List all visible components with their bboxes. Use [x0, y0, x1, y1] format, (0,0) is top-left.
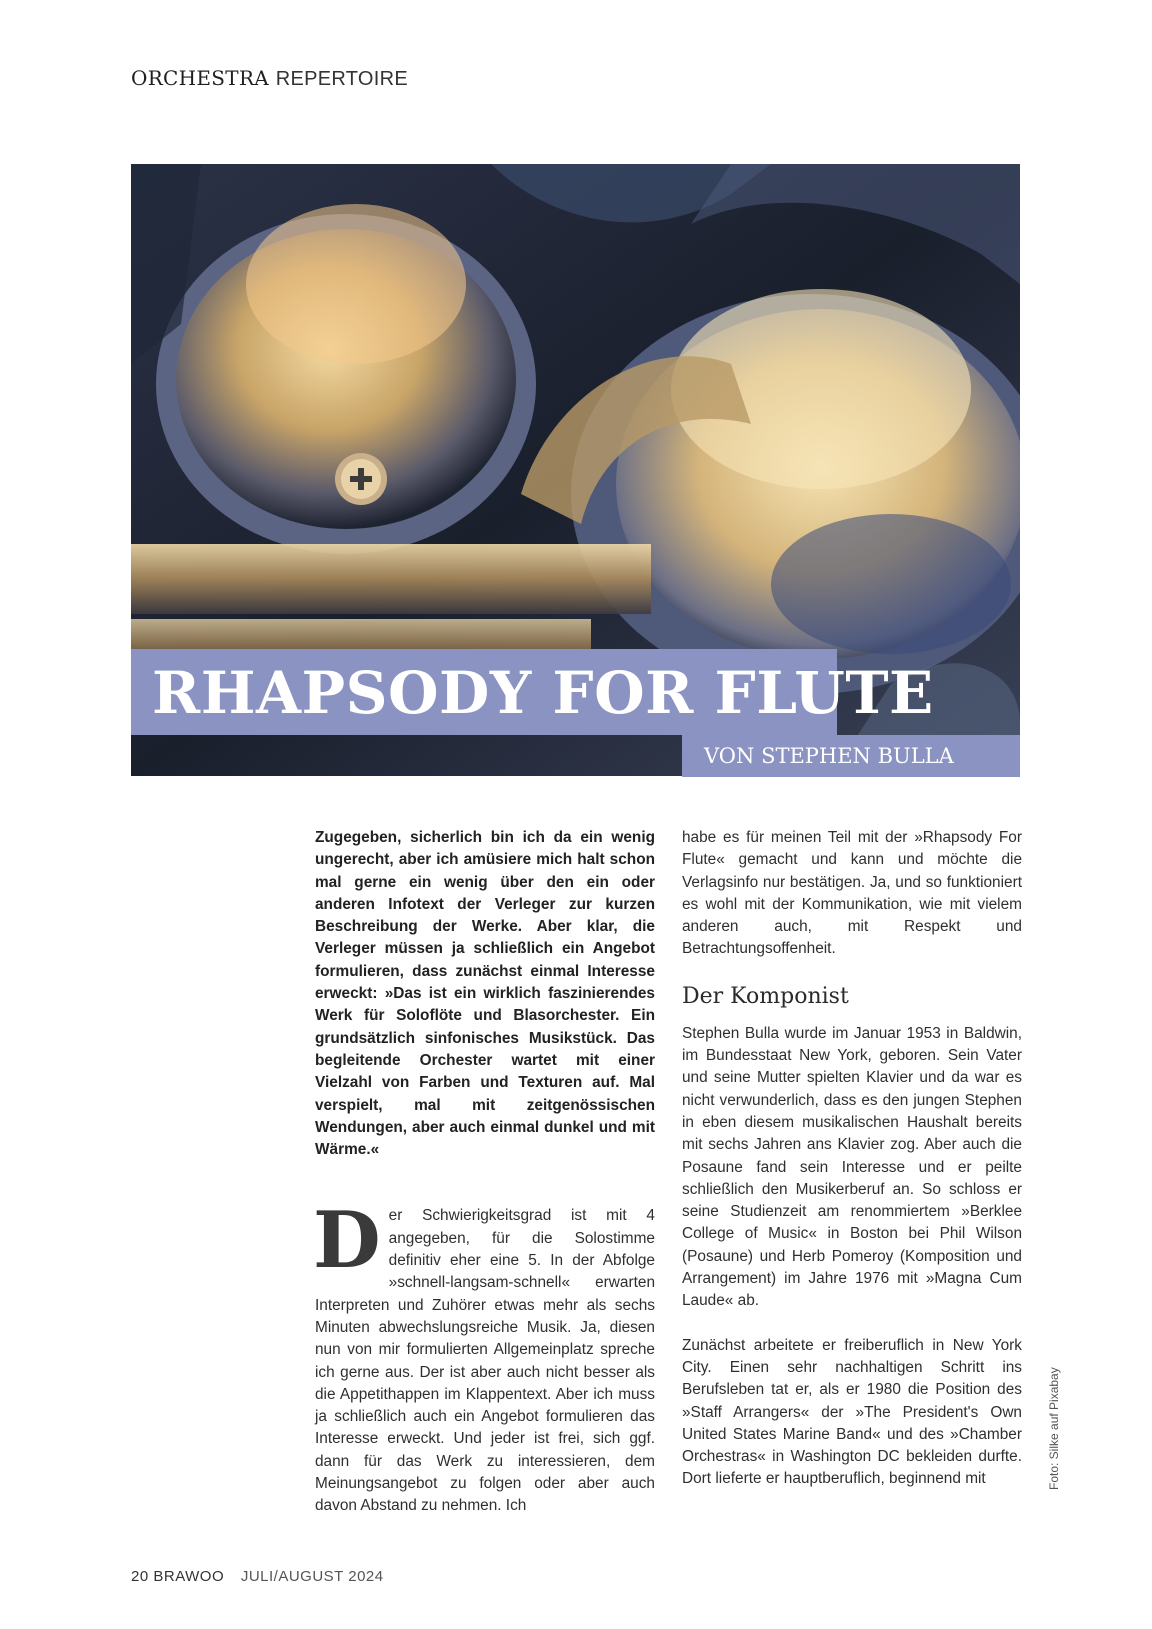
body-paragraph-1-continued: habe es für meinen Teil mit der »Rhapsody For Flute« gemacht und kann und möchte die Verlagsinfo nur bestätigen. Ja, und so funktioniert es wohl mit der Kommunikation, wie mit vielem anderen auch, mit Respekt und Betrachtungsoffenheit.	[682, 829, 1022, 958]
article-author: VON STEPHEN BULLA	[704, 744, 954, 768]
article-title: RHAPSODY FOR FLUTE	[152, 659, 934, 727]
page-number: 20	[131, 1568, 149, 1585]
drop-cap: D	[313, 1195, 381, 1287]
intro-paragraph: Zugegeben, sicherlich bin ich da ein wenig ungerecht, aber ich amüsiere mich halt schon mal gerne ein wenig über den ein oder anderen Infotext der Verleger zur kurzen Beschreibung der Werke. Aber klar, die Verleger müssen ja schließlich ein Angebot formulieren, dass zunächst einmal Interesse erweckt: »Das ist ein wirklich faszinierendes Werk für Soloflöte und Blasorchester. Ein grundsätzlich sinfonisches Musikstück. Das begleitende Orchester wartet mit einer Vielzahl von Farben und Texturen auf. Mal verspielt, mal mit zeitgenössischen Wendungen, aber auch einmal dunkel und mit Wärme.«	[315, 829, 655, 1159]
issue-date: JULI/AUGUST 2024	[240, 1568, 384, 1585]
photo-credit: Foto: Silke auf Pixabay	[1047, 1367, 1061, 1490]
column-left	[315, 827, 655, 1518]
column-right	[682, 827, 1022, 1491]
magazine-name: BRAWOO	[153, 1568, 225, 1585]
section-label-rest: REPERTOIRE	[275, 68, 409, 90]
section-label	[131, 66, 408, 91]
section-label-bold: ORCHESTRA	[131, 66, 270, 90]
body-paragraph-3: Zunächst arbeitete er freiberuflich in New York City. Einen sehr nachhaltigen Schritt ins Berufsleben tat er, als er 1980 die Position des »Staff Arrangers« der »The President's Own United States Marine Band« und des »Chamber Orchestras« in Washington DC bekleiden durfte. Dort lieferte er hauptberuflich, beginnend mit	[682, 1336, 1022, 1488]
subheading-composer: Der Komponist	[682, 983, 849, 1009]
body-paragraph-1	[313, 1195, 655, 1517]
page-footer	[131, 1568, 384, 1585]
body-paragraph-2: Stephen Bulla wurde im Januar 1953 in Baldwin, im Bundesstaat New York, geboren. Sein Vater und seine Mutter spielten Klavier und da war es nicht verwunderlich, dass es den jungen Stephen in eben diesem musikalischen Haushalt bereits mit sechs Jahren ans Klavier zog. Aber auch die Posaune fand sein Interesse und er peilte schließlich den Musikerberuf an. So schloss er seine Studienzeit am renommiertem »Berklee College of Music« in Boston bei Phil Wilson (Posaune) und Herb Pomeroy (Komposition und Arrangement) im Jahre 1976 mit »Magna Cum Laude« ab.	[682, 1024, 1022, 1310]
body-paragraph-1-text: er Schwierigkeitsgrad ist mit 4 angegeben, für die Solostimme definitiv eher eine 5. In der Abfolge »schnell-langsam-schnell« erwarten Interpreten und Zuhörer etwas mehr als sechs Minuten abwechslungsreiche Musik. Ja, diesen nun von mir formulierten Allgemeinplatz spreche ich gerne aus. Der ist aber auch nicht besser als die Appetithappen im Klappentext. Aber ich muss ja schließlich auch ein Angebot formulieren das Interesse erweckt. Und jeder ist frei, sich ggf. dann für das Werk zu interessieren, dem Meinungsangebot zu folgen oder aber auch davon Abstand zu nehmen. Ich	[315, 1207, 655, 1515]
